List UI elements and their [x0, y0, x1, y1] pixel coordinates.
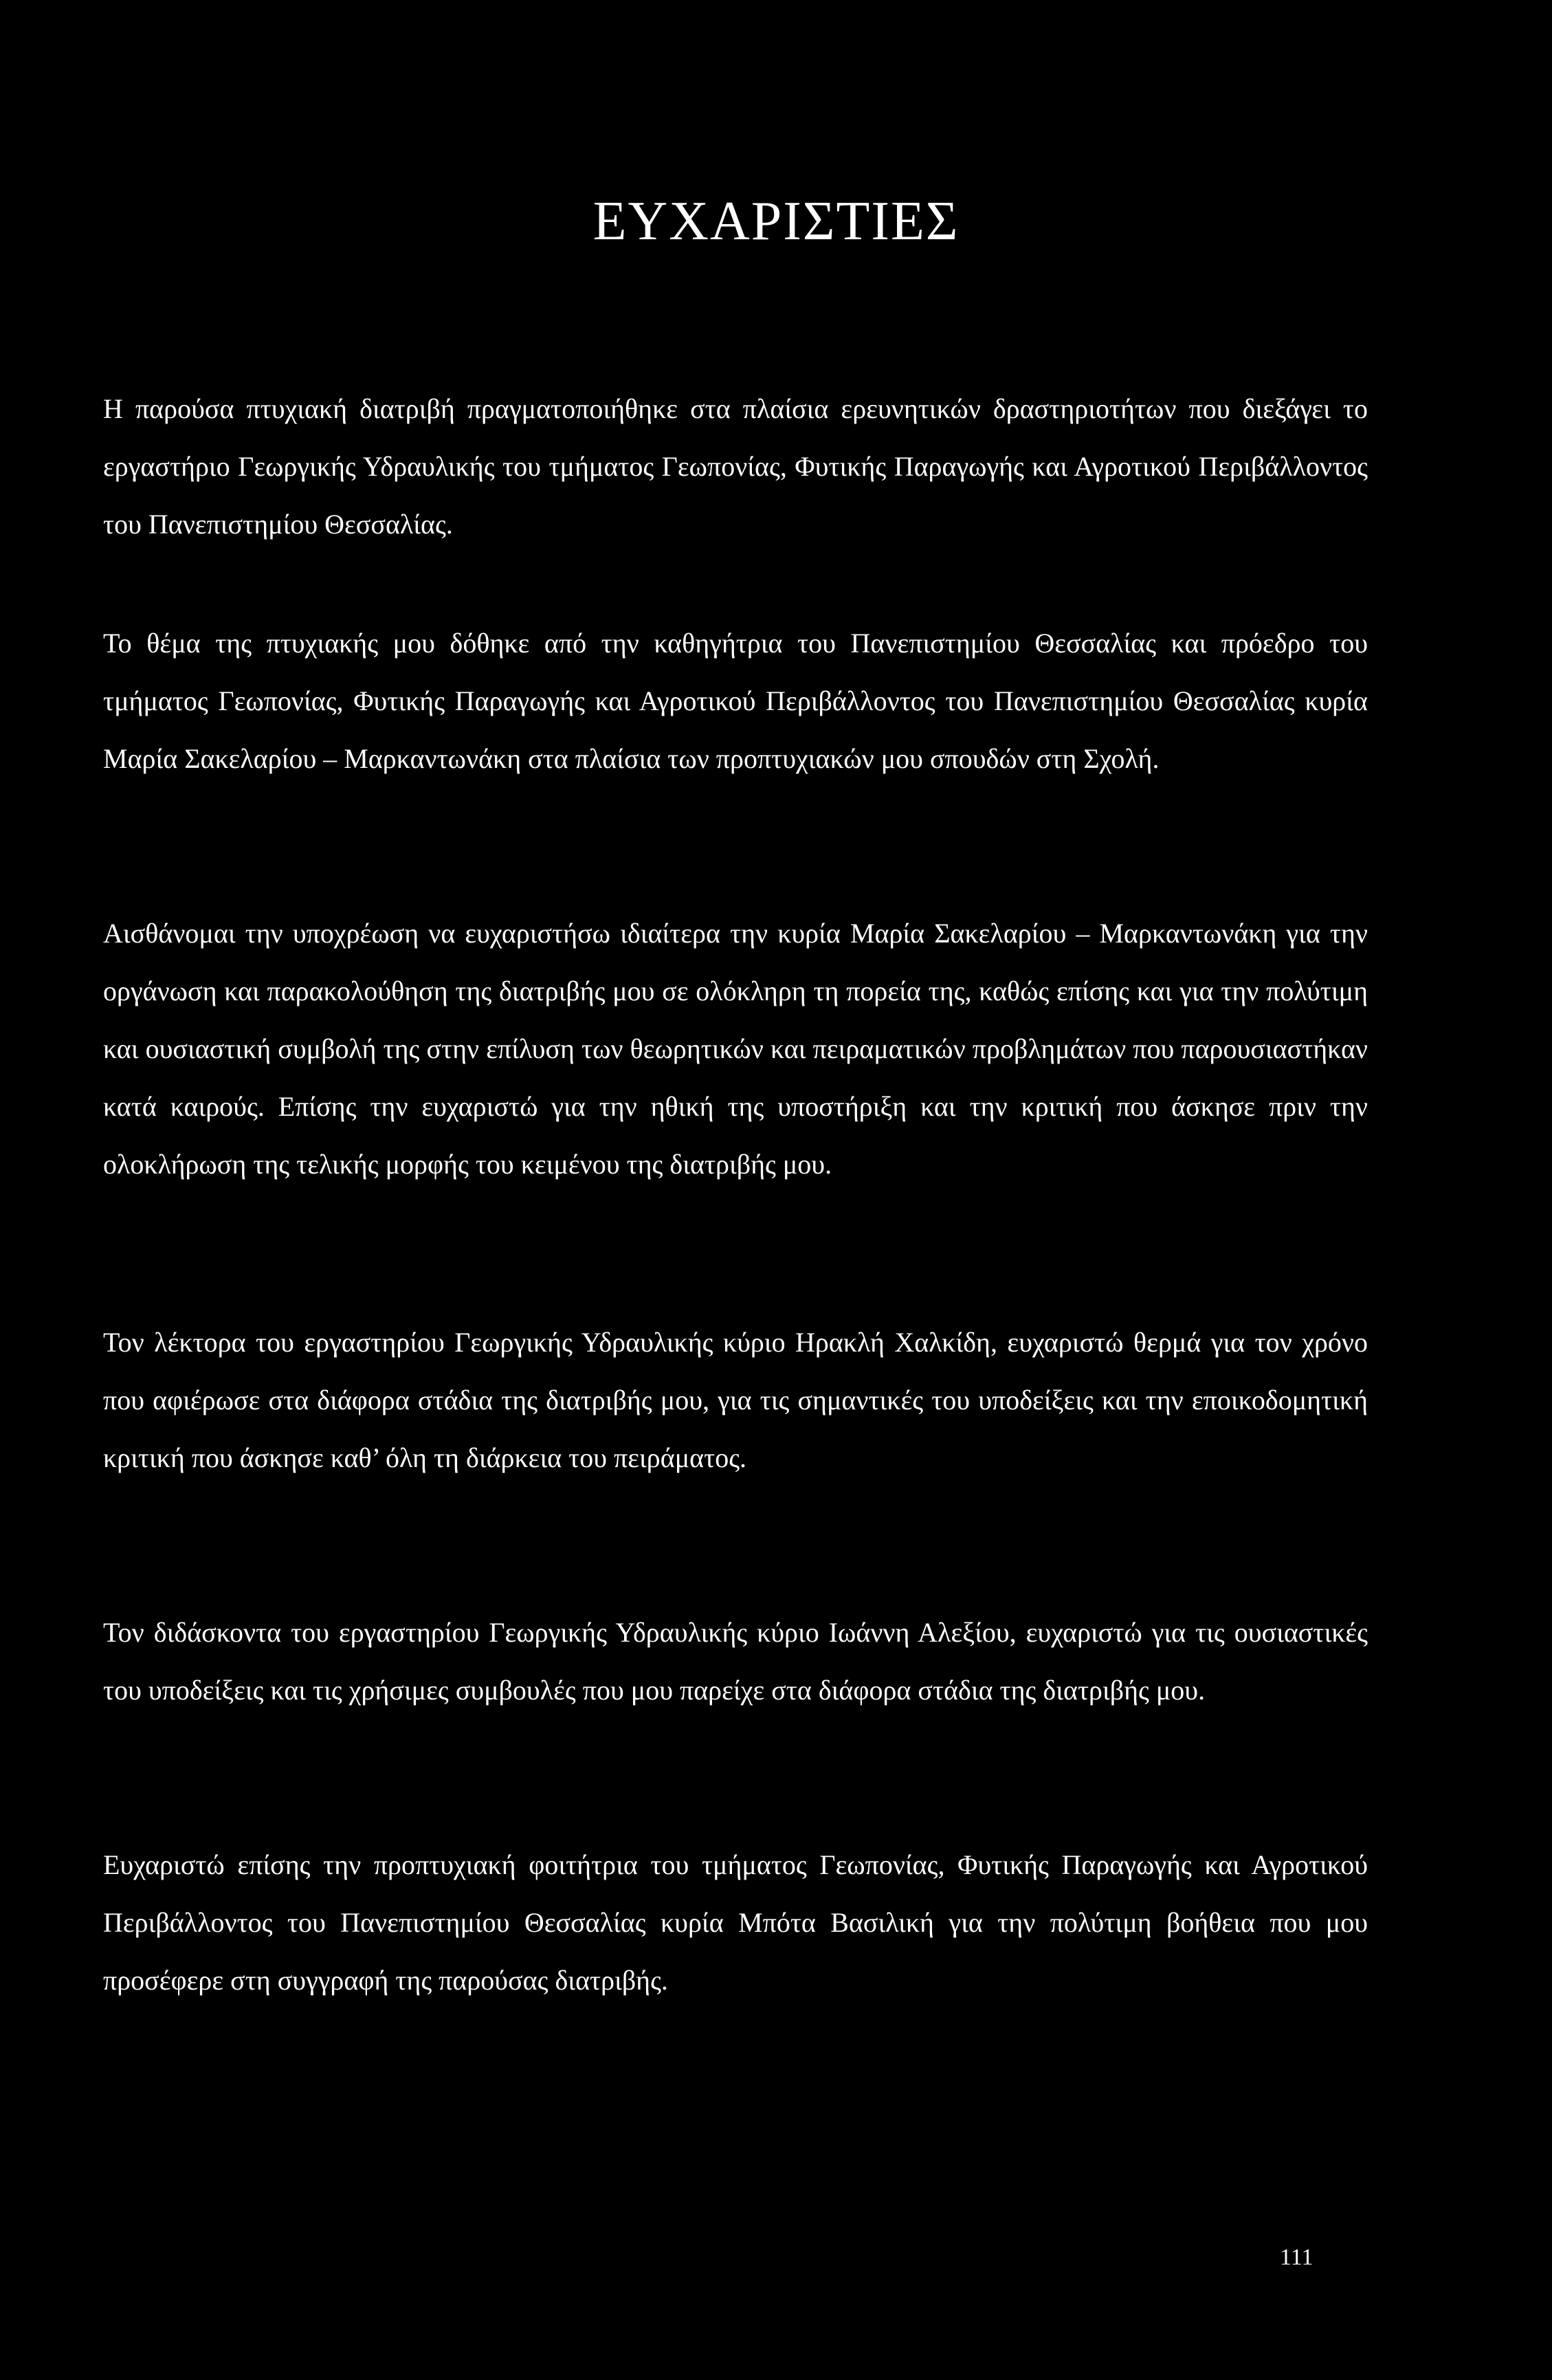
page-number: 111 — [1280, 2245, 1313, 2270]
paragraph-supervisor-thanks: Αισθάνομαι την υποχρέωση να ευχαριστήσω ιδιαίτερα την κυρία Μαρία Σακελαρίου – Μαρκαντωνάκη για την οργάνωση και παρακολούθηση της διατριβής μου σε ολόκληρη τη πορεία της, καθώς επίσης και για την πολύτιμη και ουσιαστική συμβολή της στην επίλυση των θεωρητικών και πειραματικών προβλημάτων που παρουσιαστήκαν κατά καιρούς. Επίσης την ευχαριστώ για την ηθική της υποστήριξη και την κριτική που άσκησε πριν την ολοκλήρωση της τελικής μορφής του κειμένου της διατριβής μου. — [103, 918, 1368, 1180]
paragraph-lecturer-thanks: Τον λέκτορα του εργαστηρίου Γεωργικής Υδραυλικής κύριο Ηρακλή Χαλκίδη, ευχαριστώ θερμά για τον χρόνο που αφιέρωσε στα διάφορα στάδια της διατριβής μου, για τις σημαντικές του υποδείξεις και την εποικοδομητική κριτική που άσκησε καθ’ όλη τη διάρκεια του πειράματος. — [103, 1327, 1368, 1473]
paragraph-student-thanks: Ευχαριστώ επίσης την προπτυχιακή φοιτήτρια του τμήματος Γεωπονίας, Φυτικής Παραγωγής και Αγροτικού Περιβάλλοντος του Πανεπιστημίου Θεσσαλίας κυρία Μπότα Βασιλική για την πολύτιμη βοήθεια που μου προσέφερε στη συγγραφή της παρούσας διατριβής. — [103, 1849, 1368, 1996]
paragraph-instructor-thanks: Τον διδάσκοντα του εργαστηρίου Γεωργικής Υδραυλικής κύριο Ιωάννη Αλεξίου, ευχαριστώ για τις ουσιαστικές του υποδείξεις και τις χρήσιμες συμβουλές που μου παρείχε στα διάφορα στάδια της διατριβής μου. — [103, 1617, 1368, 1706]
paragraph-intro: Η παρούσα πτυχιακή διατριβή πραγματοποιήθηκε στα πλαίσια ερευνητικών δραστηριοτήτων που διεξάγει το εργαστήριο Γεωργικής Υδραυλικής του τμήματος Γεωπονίας, Φυτικής Παραγωγής και Αγροτικού Περιβάλλοντος του Πανεπιστημίου Θεσσαλίας. — [103, 393, 1368, 540]
paragraph-thesis-topic: Το θέμα της πτυχιακής μου δόθηκε από την καθηγήτρια του Πανεπιστημίου Θεσσαλίας και πρόεδρο του τμήματος Γεωπονίας, Φυτικής Παραγωγής και Αγροτικού Περιβάλλοντος του Πανεπιστημίου Θεσσαλίας κυρία Μαρία Σακελαρίου – Μαρκαντωνάκη στα πλαίσια των προπτυχιακών μου σπουδών στη Σχολή. — [103, 628, 1368, 774]
page-title: ΕΥΧΑΡΙΣΤΙΕΣ — [592, 191, 960, 252]
